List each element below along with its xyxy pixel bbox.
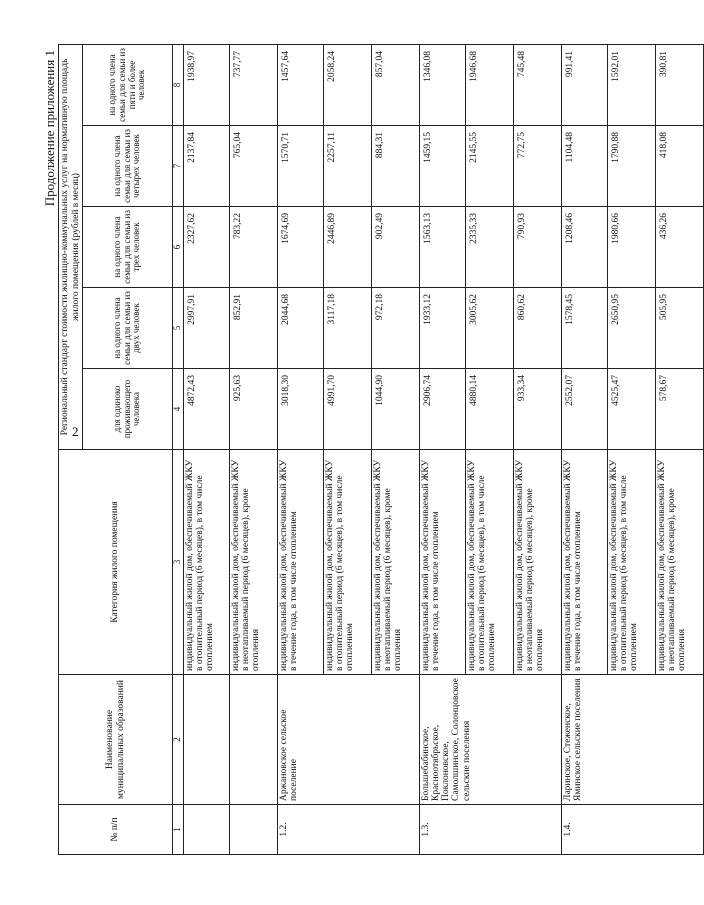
value-cell: 2137,84 bbox=[183, 126, 229, 207]
category-cell: индивидуальный жилой дом, обеспечиваемый ЖКУ в неотапливаемый период (6 месяцев), кроме отопления bbox=[513, 450, 561, 675]
value-cell: 1563,13 bbox=[419, 207, 465, 288]
row-number bbox=[229, 805, 277, 855]
category-cell: индивидуальный жилой дом, обеспечиваемый ЖКУ в течение года, в том числе отоплением bbox=[419, 450, 465, 675]
header-sub-2: на одного члена семьи для семьи из двух человек bbox=[83, 288, 173, 369]
value-cell: 772,75 bbox=[513, 126, 561, 207]
value-cell: 3117,18 bbox=[323, 288, 371, 369]
municipality-cell bbox=[183, 675, 229, 805]
value-cell: 1980,66 bbox=[607, 207, 655, 288]
header-sub-1: для одиноко проживающего человека bbox=[83, 369, 173, 450]
column-number: 5 bbox=[173, 288, 184, 369]
value-cell: 2650,95 bbox=[607, 288, 655, 369]
column-number: 6 bbox=[173, 207, 184, 288]
value-cell: 972,18 bbox=[371, 288, 419, 369]
value-cell: 790,93 bbox=[513, 207, 561, 288]
value-cell: 860,62 bbox=[513, 288, 561, 369]
value-cell: 1790,88 bbox=[607, 126, 655, 207]
value-cell: 2145,55 bbox=[465, 126, 513, 207]
value-cell: 745,48 bbox=[513, 44, 561, 125]
category-cell: индивидуальный жилой дом, обеспечиваемый ЖКУ в отопительный период (6 месяцев), в том числе отоплением bbox=[183, 450, 229, 675]
page-number: 2 bbox=[72, 424, 79, 439]
value-cell: 783,22 bbox=[229, 207, 277, 288]
table-row bbox=[277, 44, 323, 854]
value-cell: 1938,97 bbox=[183, 44, 229, 125]
municipality-cell: Аржановское сельское поселение bbox=[277, 675, 419, 805]
header-category: Категория жилого помещения bbox=[59, 450, 173, 675]
value-cell: 2552,07 bbox=[561, 369, 607, 450]
row-number: 1.4. bbox=[561, 805, 703, 855]
category-cell: индивидуальный жилой дом, обеспечиваемый ЖКУ в неотапливаемый период (6 месяцев), кроме отопления bbox=[229, 450, 277, 675]
value-cell: 505,95 bbox=[655, 288, 703, 369]
value-cell: 1933,12 bbox=[419, 288, 465, 369]
category-cell: индивидуальный жилой дом, обеспечиваемый ЖКУ в отопительный период (6 месяцев), в том числе отоплением bbox=[465, 450, 513, 675]
value-cell: 4525,47 bbox=[607, 369, 655, 450]
category-cell: индивидуальный жилой дом, обеспечиваемый ЖКУ в неотапливаемый период (6 месяцев), кроме отопления bbox=[371, 450, 419, 675]
value-cell: 765,04 bbox=[229, 126, 277, 207]
value-cell: 4880,14 bbox=[465, 369, 513, 450]
municipality-cell bbox=[229, 675, 277, 805]
column-number: 3 bbox=[173, 450, 184, 675]
municipality-cell: Ларинское, Стеженское, Яминское сельские поселения bbox=[561, 675, 703, 805]
value-cell: 884,31 bbox=[371, 126, 419, 207]
value-cell: 2058,24 bbox=[323, 44, 371, 125]
row-number bbox=[183, 805, 229, 855]
header-standard: Региональный стандарт стоимости жилищно-коммунальных услуг на нормативную площадь жилого помещения (рублей в месяц) bbox=[59, 44, 83, 449]
value-cell: 3005,62 bbox=[465, 288, 513, 369]
value-cell: 902,49 bbox=[371, 207, 419, 288]
category-cell: индивидуальный жилой дом, обеспечиваемый ЖКУ в отопительный период (6 месяцев), в том числе отоплением bbox=[323, 450, 371, 675]
column-number: 8 bbox=[173, 44, 184, 125]
value-cell: 4991,70 bbox=[323, 369, 371, 450]
municipality-cell: Большебабинское, Красноотябрьское, Поклоновское, Самолшинское, Солонцовское сельские поселения bbox=[419, 675, 561, 805]
value-cell: 418,08 bbox=[655, 126, 703, 207]
value-cell: 390,81 bbox=[655, 44, 703, 125]
value-cell: 578,67 bbox=[655, 369, 703, 450]
category-cell: индивидуальный жилой дом, обеспечиваемый ЖКУ в течение года, в том числе отоплением bbox=[561, 450, 607, 675]
value-cell: 1674,69 bbox=[277, 207, 323, 288]
category-cell: индивидуальный жилой дом, обеспечиваемый ЖКУ в неотапливаемый период (6 месяцев), кроме отопления bbox=[655, 450, 703, 675]
category-cell: индивидуальный жилой дом, обеспечиваемый ЖКУ в отопительный период (6 месяцев), в том числе отоплением bbox=[607, 450, 655, 675]
row-number: 1.2. bbox=[277, 805, 419, 855]
header-municipality: Наименование муниципальных образований bbox=[59, 675, 173, 805]
header-num: № п/п bbox=[59, 805, 173, 855]
header-sub-4: на одного члена семьи для семьи из четырех человек bbox=[83, 126, 173, 207]
value-cell: 1592,01 bbox=[607, 44, 655, 125]
column-number: 7 bbox=[173, 126, 184, 207]
table-row bbox=[229, 44, 277, 854]
value-cell: 2335,33 bbox=[465, 207, 513, 288]
appendix-caption: Продолжение приложения 1 bbox=[42, 50, 57, 207]
category-cell: индивидуальный жилой дом, обеспечиваемый ЖКУ в течение года, в том числе отоплением bbox=[277, 450, 323, 675]
value-cell: 1104,48 bbox=[561, 126, 607, 207]
column-number: 1 bbox=[173, 805, 184, 855]
value-cell: 2257,11 bbox=[323, 126, 371, 207]
value-cell: 2044,68 bbox=[277, 288, 323, 369]
value-cell: 925,63 bbox=[229, 369, 277, 450]
value-cell: 852,91 bbox=[229, 288, 277, 369]
value-cell: 436,26 bbox=[655, 207, 703, 288]
value-cell: 2446,89 bbox=[323, 207, 371, 288]
row-number: 1.3. bbox=[419, 805, 561, 855]
value-cell: 1208,46 bbox=[561, 207, 607, 288]
column-number: 2 bbox=[173, 675, 184, 805]
table-row bbox=[183, 44, 229, 854]
housing-standard-table bbox=[58, 44, 704, 855]
value-cell: 1044,90 bbox=[371, 369, 419, 450]
value-cell: 2327,62 bbox=[183, 207, 229, 288]
value-cell: 1578,45 bbox=[561, 288, 607, 369]
value-cell: 991,41 bbox=[561, 44, 607, 125]
table-row bbox=[419, 44, 465, 854]
value-cell: 1457,64 bbox=[277, 44, 323, 125]
value-cell: 2906,74 bbox=[419, 369, 465, 450]
column-number: 4 bbox=[173, 369, 184, 450]
header-sub-3: на одного члена семьи для семьи из трех человек bbox=[83, 207, 173, 288]
value-cell: 3018,30 bbox=[277, 369, 323, 450]
value-cell: 1570,71 bbox=[277, 126, 323, 207]
value-cell: 857,04 bbox=[371, 44, 419, 125]
header-sub-5: на одного члена семьи для семьи из пяти и более человек bbox=[83, 44, 173, 125]
value-cell: 4872,43 bbox=[183, 369, 229, 450]
value-cell: 933,34 bbox=[513, 369, 561, 450]
value-cell: 737,77 bbox=[229, 44, 277, 125]
value-cell: 1946,68 bbox=[465, 44, 513, 125]
value-cell: 1459,15 bbox=[419, 126, 465, 207]
value-cell: 1346,08 bbox=[419, 44, 465, 125]
table-row bbox=[561, 44, 607, 854]
value-cell: 2997,91 bbox=[183, 288, 229, 369]
